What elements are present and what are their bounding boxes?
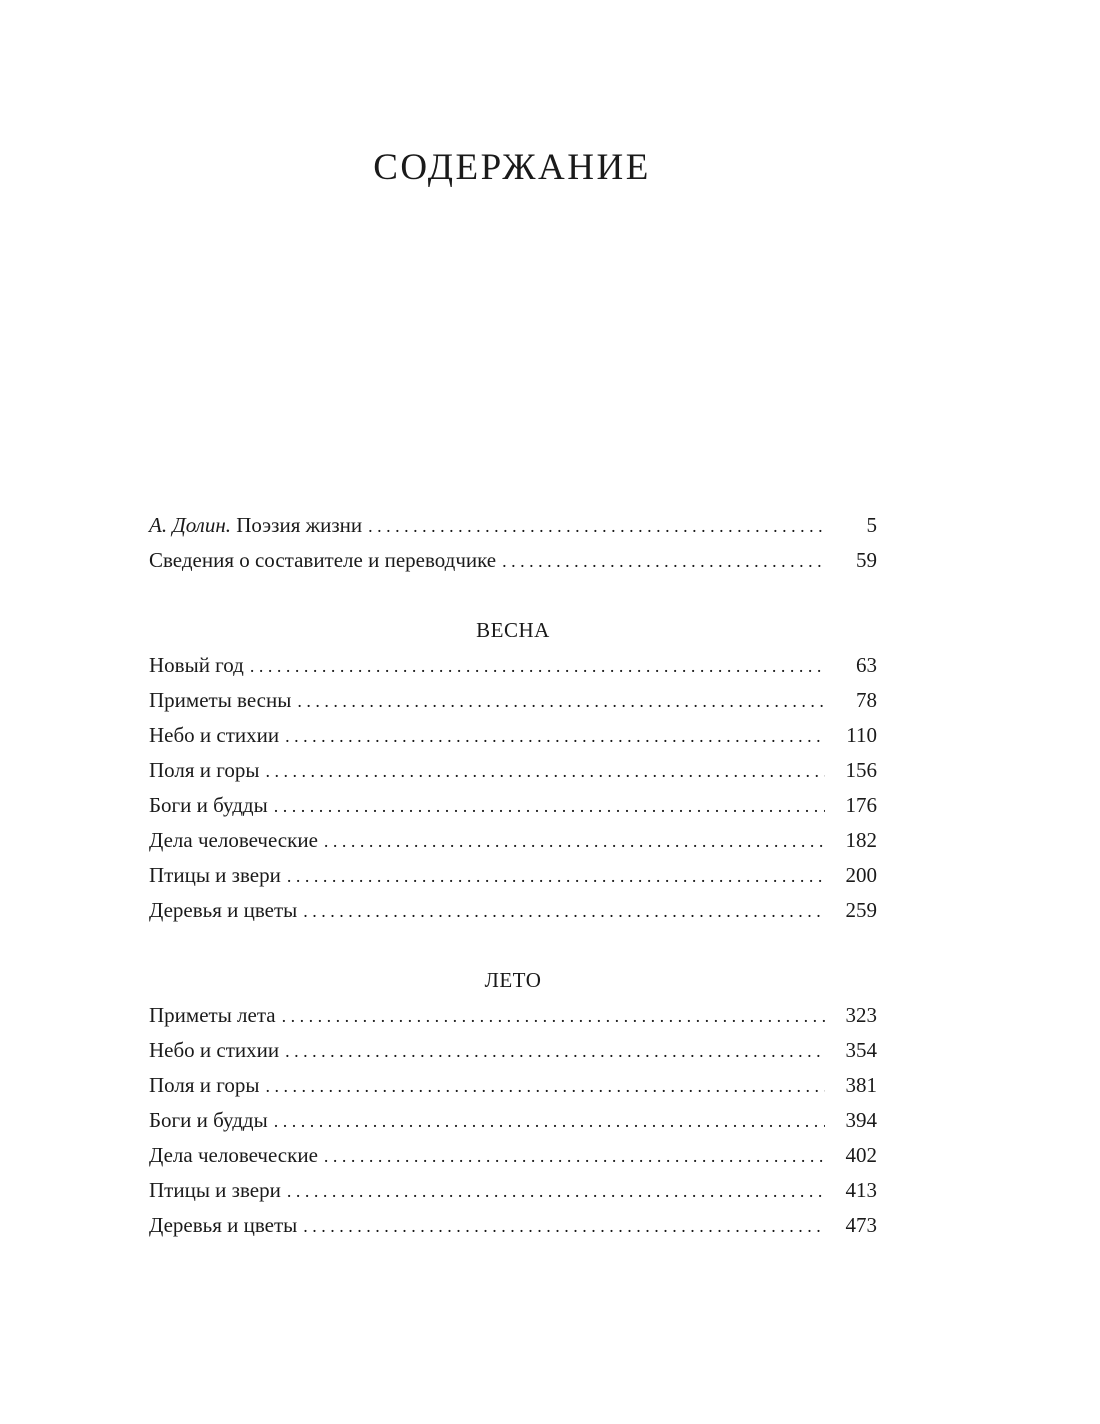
toc-entry-title: А. Долин. Поэзия жизни bbox=[149, 513, 363, 537]
dot-leader bbox=[324, 1139, 825, 1174]
toc-entry[interactable] bbox=[149, 893, 877, 928]
toc-entry[interactable] bbox=[149, 1208, 877, 1243]
toc-entry-page: 176 bbox=[845, 793, 877, 817]
toc-entry-title: Дела человеческие bbox=[149, 1143, 318, 1167]
toc-entry[interactable] bbox=[149, 683, 877, 718]
toc-entry-title: Деревья и цветы bbox=[149, 898, 298, 922]
toc-entry-page: 354 bbox=[845, 1038, 877, 1062]
toc-entry-about-compiler[interactable] bbox=[149, 543, 877, 578]
toc-entry-page: 110 bbox=[846, 723, 877, 747]
toc-entry[interactable] bbox=[149, 648, 877, 683]
toc-entry-title: Птицы и звери bbox=[149, 1178, 281, 1202]
toc-entry-page: 59 bbox=[856, 548, 877, 572]
toc-entry-page: 381 bbox=[845, 1073, 877, 1097]
dot-leader bbox=[265, 754, 825, 789]
toc-entry-introduction[interactable] bbox=[149, 508, 877, 543]
dot-leader bbox=[303, 1209, 825, 1244]
toc-entry-author: А. Долин. bbox=[149, 513, 231, 537]
dot-leader bbox=[282, 999, 825, 1034]
toc-entry-title: Приметы весны bbox=[149, 688, 292, 712]
toc-entry-page: 413 bbox=[845, 1178, 877, 1202]
toc-entry-title: Деревья и цветы bbox=[149, 1213, 298, 1237]
toc-entry-page: 259 bbox=[845, 898, 877, 922]
toc-entry-title: Приметы лета bbox=[149, 1003, 276, 1027]
dot-leader bbox=[274, 1104, 825, 1139]
dot-leader bbox=[274, 789, 825, 824]
toc-entry-title: Небо и стихии bbox=[149, 1038, 280, 1062]
toc-entry-page: 200 bbox=[845, 863, 877, 887]
toc-entry-title: Новый год bbox=[149, 653, 244, 677]
dot-leader bbox=[303, 894, 825, 929]
toc-entry-page: 78 bbox=[856, 688, 877, 712]
dot-leader bbox=[502, 544, 825, 579]
toc-entry-page: 402 bbox=[845, 1143, 877, 1167]
toc-entry[interactable] bbox=[149, 718, 877, 753]
toc-entry-page: 156 bbox=[845, 758, 877, 782]
toc-entry-title: Поля и горы bbox=[149, 758, 260, 782]
toc-entry[interactable] bbox=[149, 823, 877, 858]
toc-entry-page: 63 bbox=[856, 653, 877, 677]
toc-entry[interactable] bbox=[149, 1033, 877, 1068]
toc-entry-title: Небо и стихии bbox=[149, 723, 280, 747]
toc-entry[interactable] bbox=[149, 998, 877, 1033]
toc-entry-title: Поля и горы bbox=[149, 1073, 260, 1097]
dot-leader bbox=[285, 1034, 825, 1069]
toc-entry[interactable] bbox=[149, 1068, 877, 1103]
page-title: СОДЕРЖАНИЕ bbox=[373, 147, 651, 188]
toc-entry[interactable] bbox=[149, 1173, 877, 1208]
toc-entry-title: Боги и будды bbox=[149, 1108, 268, 1132]
dot-leader bbox=[287, 1174, 825, 1209]
toc-entry-title: Дела человеческие bbox=[149, 828, 318, 852]
section-heading: ЛЕТО bbox=[484, 968, 542, 992]
dot-leader bbox=[368, 509, 825, 544]
toc-entry-page: 5 bbox=[866, 513, 877, 537]
toc-entry[interactable] bbox=[149, 1103, 877, 1138]
toc-entry-page: 323 bbox=[845, 1003, 877, 1027]
toc-entry-page: 182 bbox=[845, 828, 877, 852]
section-summer bbox=[149, 963, 877, 1243]
toc-entry-page: 394 bbox=[845, 1108, 877, 1132]
toc-entry[interactable] bbox=[149, 858, 877, 893]
dot-leader bbox=[265, 1069, 825, 1104]
toc-entry-page: 473 bbox=[845, 1213, 877, 1237]
dot-leader bbox=[297, 684, 825, 719]
dot-leader bbox=[324, 824, 825, 859]
dot-leader bbox=[250, 649, 825, 684]
toc-entry[interactable] bbox=[149, 753, 877, 788]
toc-entry-title: Птицы и звери bbox=[149, 863, 281, 887]
section-heading: ВЕСНА bbox=[476, 618, 550, 642]
toc-entry-title: Боги и будды bbox=[149, 793, 268, 817]
toc-entry[interactable] bbox=[149, 788, 877, 823]
table-of-contents bbox=[149, 508, 877, 1243]
section-spring bbox=[149, 613, 877, 928]
toc-entry[interactable] bbox=[149, 1138, 877, 1173]
toc-entry-title: Сведения о составителе и переводчике bbox=[149, 548, 497, 572]
dot-leader bbox=[287, 859, 825, 894]
dot-leader bbox=[285, 719, 825, 754]
